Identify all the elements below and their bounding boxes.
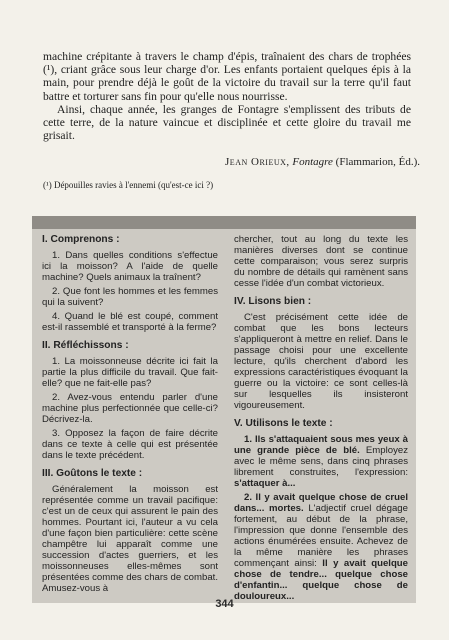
source-credit [160,156,420,168]
question [234,492,408,602]
question: 2. Que font les hommes et les femmes qui la suivent? [42,286,218,308]
instruction: Employez avec le même sens, dans cinq phrases librement construites, l'expression: [234,445,408,478]
heading-lisons: IV. Lisons bien : [234,296,312,307]
question: 3. Opposez la façon de faire décrite dans ce texte à celle qui est présentée dans le texte précédent. [42,428,218,461]
exercise-text-continued: chercher, tout au long du texte les manières diverses dont se continue cette comparaison; vous serez surpris du nombre de détails qui ramènent sans cesse l'idée d'un combat victorieux. [234,234,408,289]
credit-book-title: Fontagre [292,156,333,168]
heading-reflechissons: II. Réfléchissons : [42,340,129,351]
exercise-text: C'est précisément cette idée de combat que les bons lecteurs s'appliqueront à mettre en relief. Dans le passage choisi pour une excellente lecture, qu'ils cherchent d'abord les expressions caractéristiques évoquant la guerre ou la victoire: ce sont celles-là sur lesquelles ils insisteront vigoureusement. [234,312,408,411]
literary-passage [43,50,411,142]
section-divider-band [32,216,416,229]
passage-paragraph: Ainsi, chaque année, les granges de Fontagre s'emplissent des tributs de cette terre, de la nature vaincue et disciplinée et cette gloire du travail me grisait. [43,102,411,143]
footnote: (¹) Dépouilles ravies à l'ennemi (qu'est-ce ici ?) [43,180,214,190]
exercise-column-left [42,234,218,597]
page-number: 344 [215,598,234,610]
heading-comprenons: I. Comprenons : [42,234,120,245]
question: 2. Avez-vous entendu parler d'une machine plus perfectionnée que celle-ci? Décrivez-la. [42,392,218,425]
expression: s'attaquer à... [234,478,296,489]
quoted-sentence: 2. Il y avait quelque chose de cruel dans... mortes. [234,492,408,514]
phrase-starters: Il y avait quelque chose de tendre... quelque chose d'enfantin... quelque chose de douloureux... [234,558,409,602]
exercise-text: Généralement la moisson est représentée comme un travail pacifique: c'est un de ceux qui assurent le pain des hommes. Pourtant ici, l'auteur a vu cela d'une façon bien particulière: cette scène champêtre lui apparaît comme une succession d'actes guerriers, et les moissonneuses elles-mêmes sont présentées comme des chars de combat. Amusez-vous à [42,484,218,594]
passage-paragraph: machine crépitante à travers le champ d'épis, traînaient des chars de trophées (¹), criant grâce sous leur charge d'or. Les enfants portaient quelques épis à la main, pour prendre déjà le goût de la victoire du travail sur la terre qu'il faut battre et torturer sans fin pour qu'elle nous nourrisse. [43,50,411,103]
heading-goutons: III. Goûtons le texte : [42,468,143,479]
quoted-sentence: 1. Ils s'attaquaient sous mes yeux à une grande pièce de blé. [234,434,408,456]
heading-utilisons: V. Utilisons le texte : [234,418,333,429]
exercise-column-right [234,234,408,605]
question [234,434,408,489]
question: 4. Quand le blé est coupé, comment est-il rassemblé et transporté à la ferme? [42,311,218,333]
credit-publisher: (Flammarion, Éd.). [335,156,420,168]
instruction: L'adjectif cruel dégage fortement, au début de la phrase, l'impression que donne l'ensemble des actions énumérées ensuite. Achevez de la même manière les phrases commençant ainsi: [234,503,408,569]
credit-author: Jean Orieux, [225,156,290,168]
question: 1. Dans quelles conditions s'effectue ici la moisson? A l'aide de quelle machine? Quels animaux la traînent? [42,250,218,283]
question: 1. La moissonneuse décrite ici fait la partie la plus difficile du travail. Que fait-elle? que ne fait-elle pas? [42,356,218,389]
